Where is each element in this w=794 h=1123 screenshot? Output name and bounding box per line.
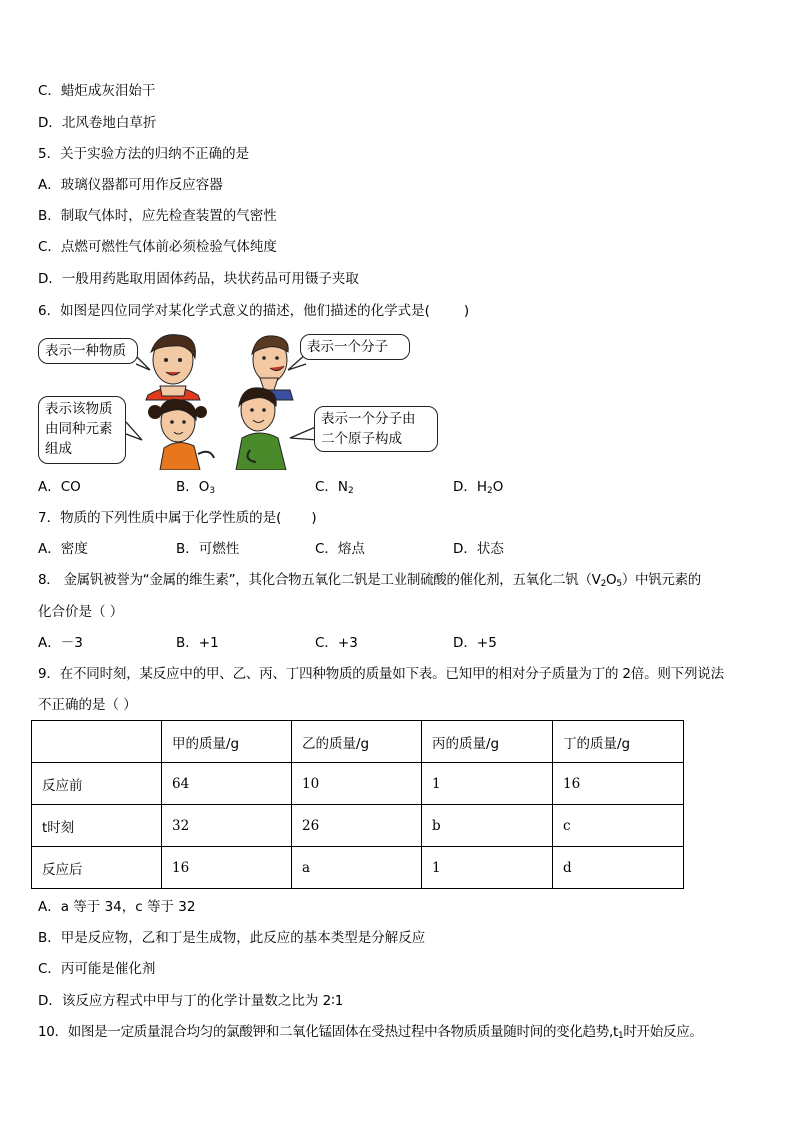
question-6 — [38, 301, 469, 321]
table-header-row — [32, 721, 684, 763]
question-10: 10．如图是一定质量混合均匀的氯酸钾和二氧化锰固体在受热过程中各物质质量随时间的变化趋势$,t_1$时开始反应。 — [38, 1024, 703, 1041]
bubble-1-tail — [136, 356, 150, 370]
student-girl-orange — [148, 399, 214, 470]
table-cell: c — [553, 805, 684, 847]
table-cell: 64 — [162, 763, 292, 805]
speech-bubble-4-line-2: 二个原子构成 — [321, 431, 402, 447]
question-5-option-b: B．制取气体时，应先检查装置的气密性 — [38, 208, 277, 224]
speech-bubble-3-line-2: 由同种元素 — [45, 421, 113, 437]
table-cell: 16 — [553, 763, 684, 805]
question-8-option-d: D．+5 — [453, 635, 497, 651]
table-header-cell: 丁的质量/g — [553, 721, 684, 763]
question-7-option-c: C．熔点 — [315, 541, 365, 557]
question-9-option-b: B．甲是反应物，乙和丁是生成物，此反应的基本类型是分解反应 — [38, 930, 426, 946]
table-cell: 32 — [162, 805, 292, 847]
mass-table — [31, 720, 684, 889]
question-6-option-c: C．$N_2$ — [315, 479, 354, 496]
question-6-option-b: B．$O_3$ — [176, 479, 216, 496]
table-row — [32, 805, 684, 847]
question-8-option-a: A．－3 — [38, 635, 83, 651]
question-6-illustration — [38, 330, 458, 470]
question-7-option-b: B．可燃性 — [176, 541, 240, 557]
question-6-close: ) — [463, 303, 470, 319]
table-cell: 1 — [422, 847, 553, 889]
question-9-option-a: A．a 等于 34，c 等于 32 — [38, 899, 196, 915]
question-5-option-a: A．玻璃仪器都可用作反应容器 — [38, 177, 223, 193]
question-8-option-c: C．+3 — [315, 635, 358, 651]
question-9-line-1: 9．在不同时刻，某反应中的甲、乙、丙、丁四种物质的质量如下表。已知甲的相对分子质量为丁的 2倍。则下列说法 — [38, 666, 724, 682]
question-7-option-a: A．密度 — [38, 541, 88, 557]
table-row — [32, 847, 684, 889]
question-7-option-d: D．状态 — [453, 541, 504, 557]
table-header-cell: 甲的质量/g — [162, 721, 292, 763]
question-6-text: 6．如图是四位同学对某化学式意义的描述，他们描述的化学式是( — [38, 303, 430, 319]
table-cell: t时刻 — [32, 805, 162, 847]
student-boy-red — [146, 335, 200, 400]
question-8-option-b: B．+1 — [176, 635, 219, 651]
option-c-prev: C．蜡炬成灰泪始干 — [38, 83, 156, 99]
table-header-cell — [32, 721, 162, 763]
speech-bubble-3 — [38, 396, 126, 464]
table-cell: a — [292, 847, 422, 889]
question-5: 5．关于实验方法的归纳不正确的是 — [38, 146, 250, 162]
table-cell: 10 — [292, 763, 422, 805]
table-cell: 1 — [422, 763, 553, 805]
table-cell: 反应前 — [32, 763, 162, 805]
question-9-option-c: C．丙可能是催化剂 — [38, 961, 156, 977]
table-row — [32, 763, 684, 805]
question-6-option-a: A．CO — [38, 479, 81, 495]
speech-bubble-4-line-1: 表示一个分子由 — [321, 411, 416, 427]
question-6-options — [38, 477, 738, 497]
speech-bubble-2: 表示一个分子 — [300, 334, 410, 360]
table-cell: b — [422, 805, 553, 847]
question-8-line-1: 8． 金属钒被誉为“金属的维生素”，其化合物五氧化二钒是工业制硫酸的催化剂，五氧化二钒$(V_2O_5)$中钒元素的 — [38, 572, 702, 589]
speech-bubble-4 — [314, 406, 438, 452]
speech-bubble-1: 表示一种物质 — [38, 338, 138, 364]
question-6-option-d: D．$H_2O$ — [453, 479, 504, 496]
table-cell: 16 — [162, 847, 292, 889]
question-7-text: 7．物质的下列性质中属于化学性质的是( — [38, 510, 282, 526]
question-9-line-2: 不正确的是（ ） — [38, 697, 137, 713]
question-9-option-d: D．该反应方程式中甲与丁的化学计量数之比为 2∶1 — [38, 993, 344, 1009]
table-header-cell: 丙的质量/g — [422, 721, 553, 763]
question-5-option-c: C．点燃可燃性气体前必须检验气体纯度 — [38, 239, 277, 255]
question-7-close: ) — [311, 510, 317, 526]
question-5-option-d: D．一般用药匙取用固体药品，块状药品可用镊子夹取 — [38, 271, 359, 287]
table-header-cell: 乙的质量/g — [292, 721, 422, 763]
table-cell: 26 — [292, 805, 422, 847]
table-cell: d — [553, 847, 684, 889]
question-7 — [38, 508, 317, 528]
question-8-line-2: 化合价是（ ） — [38, 604, 124, 620]
question-8-options — [38, 633, 738, 653]
bubble-3-tail — [126, 422, 142, 440]
question-7-options — [38, 539, 738, 559]
table-cell: 反应后 — [32, 847, 162, 889]
speech-bubble-3-line-1: 表示该物质 — [45, 401, 113, 417]
option-d-prev: D．北风卷地白草折 — [38, 115, 157, 131]
speech-bubble-3-line-3: 组成 — [45, 441, 72, 457]
